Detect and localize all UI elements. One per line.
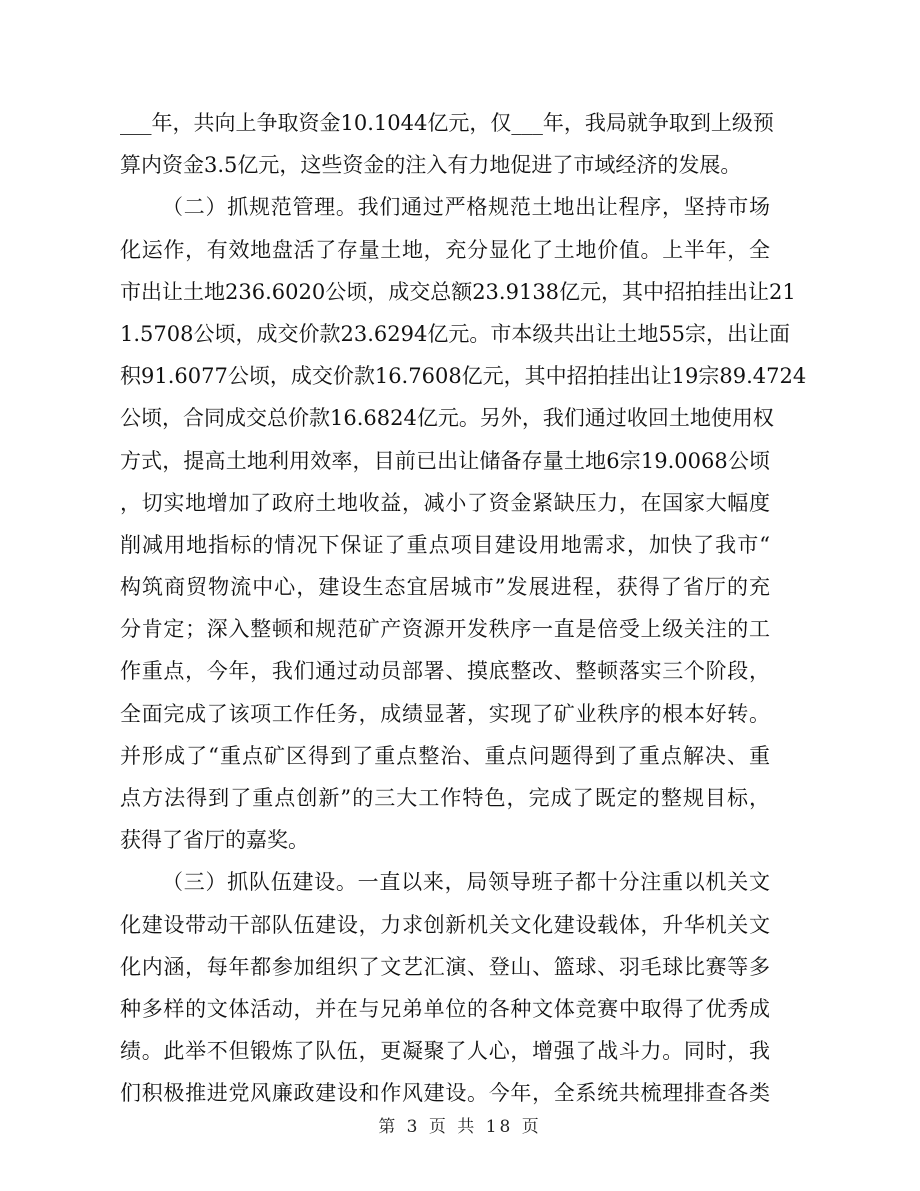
text-line: 并形成了“重点矿区得到了重点整治、重点问题得到了重点解决、重 bbox=[120, 743, 770, 768]
text-line: （三）抓队伍建设。一直以来，局领导班子都十分注重以机关文 bbox=[162, 870, 770, 895]
text-line: 种多样的文体活动，并在与兄弟单位的各种文体竞赛中取得了优秀成 bbox=[120, 996, 770, 1021]
text-line: 构筑商贸物流中心，建设生态宜居城市”发展进程，获得了省厅的充 bbox=[120, 575, 770, 600]
text-line: 化运作，有效地盘活了存量土地，充分显化了土地价值。上半年，全 bbox=[120, 237, 770, 262]
body-text bbox=[120, 102, 807, 1115]
text-line: 分肯定；深入整顿和规范矿产资源开发秩序一直是倍受上级关注的工 bbox=[120, 617, 770, 642]
text-line: ，切实地增加了政府土地收益，减小了资金紧缺压力，在国家大幅度 bbox=[120, 490, 770, 515]
text-line: 公顷，合同成交总价款16.6824亿元。另外，我们通过收回土地使用权 bbox=[120, 406, 774, 431]
text-line: 全面完成了该项工作任务，成绩显著，实现了矿业秩序的根本好转。 bbox=[120, 701, 770, 726]
text-line: 积91.6077公顷，成交价款16.7608亿元，其中招拍挂出让19宗89.4724 bbox=[120, 364, 807, 389]
text-line: 1.5708公顷，成交价款23.6294亿元。市本级共出让土地55宗，出让面 bbox=[120, 321, 791, 346]
text-line: （二）抓规范管理。我们通过严格规范土地出让程序，坚持市场 bbox=[162, 195, 770, 220]
text-line: 算内资金3.5亿元，这些资金的注入有力地促进了市域经济的发展。 bbox=[120, 153, 742, 178]
page-number: 第 3 页 共 18 页 bbox=[378, 1117, 542, 1137]
text-line: 化建设带动干部队伍建设，力求创新机关文化建设载体，升华机关文 bbox=[120, 912, 770, 937]
text-line: 作重点，今年，我们通过动员部署、摸底整改、整顿落实三个阶段， bbox=[120, 659, 770, 684]
text-line: 点方法得到了重点创新”的三大工作特色，完成了既定的整规目标， bbox=[120, 786, 770, 810]
text-line: 获得了省厅的嘉奖。 bbox=[120, 828, 309, 853]
text-line: 绩。此举不但锻炼了队伍，更凝聚了人心，增强了战斗力。同时，我 bbox=[120, 1039, 770, 1064]
text-line: 化内涵，每年都参加组织了文艺汇演、登山、篮球、羽毛球比赛等多 bbox=[120, 954, 770, 979]
text-line: 方式，提高土地利用效率，目前已出让储备存量土地6宗19.0068公顷 bbox=[120, 448, 770, 473]
text-line: 削减用地指标的情况下保证了重点项目建设用地需求，加快了我市“ bbox=[120, 532, 770, 557]
text-line: 市出让土地236.6020公顷，成交总额23.9138亿元，其中招拍挂出让21 bbox=[120, 279, 796, 304]
text-line: ___年，共向上争取资金10.1044亿元，仅___年，我局就争取到上级预 bbox=[120, 111, 774, 135]
text-line: 们积极推进党风廉政建设和作风建设。今年，全系统共梳理排查各类 bbox=[120, 1081, 770, 1106]
